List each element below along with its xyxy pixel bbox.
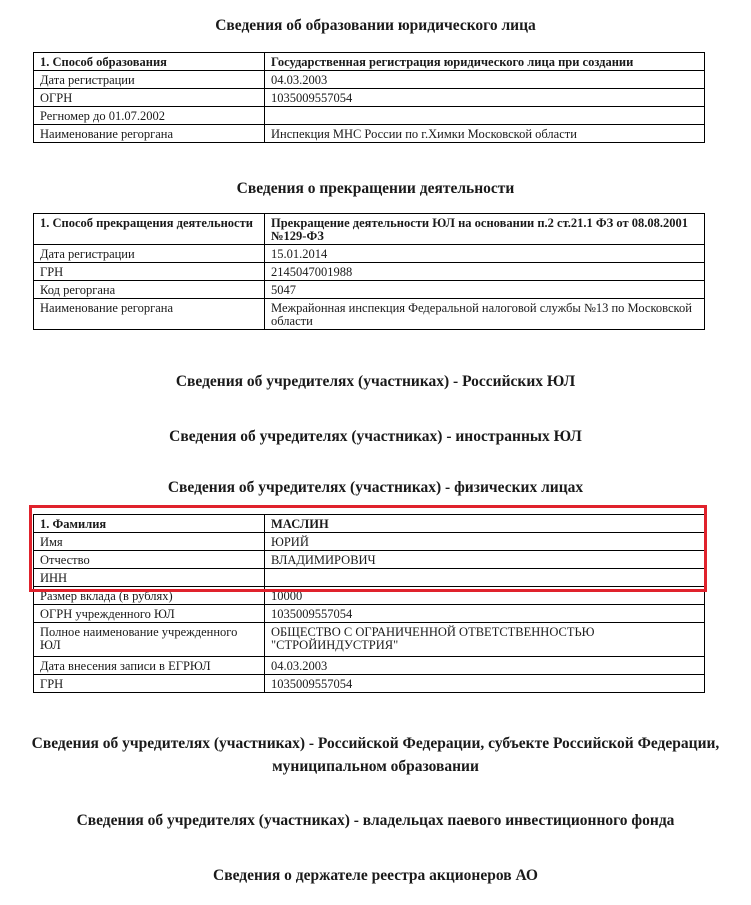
table-row — [34, 263, 705, 281]
table-row — [34, 89, 705, 107]
grn-label: ГРН — [34, 263, 265, 281]
founded-ogrn-label: ОГРН учрежденного ЮЛ — [34, 605, 265, 623]
termination-method-label: 1. Способ прекращения деятельности — [34, 214, 265, 245]
founded-fullname-value: ОБЩЕСТВО С ОГРАНИЧЕННОЙ ОТВЕТСТВЕННОСТЬЮ "СТРОЙИНДУСТРИЯ" — [265, 623, 705, 657]
table-row — [34, 675, 705, 693]
individuals-table — [33, 514, 705, 693]
termination-regorgan-label: Наименование регоргана — [34, 299, 265, 330]
table-row — [34, 71, 705, 89]
regorgan-code-label: Код регоргана — [34, 281, 265, 299]
termination-regorgan-value: Межрайонная инспекция Федеральной налоговой службы №13 по Московской области — [265, 299, 705, 330]
surname-label: 1. Фамилия — [34, 515, 265, 533]
founders-russian-title: Сведения об учредителях (участниках) - Российских ЮЛ — [175, 373, 576, 390]
education-method-value: Государственная регистрация юридического лица при создании — [265, 53, 705, 71]
registration-date-value: 04.03.2003 — [265, 71, 705, 89]
regorgan-code-value: 5047 — [265, 281, 705, 299]
regorgan-name-label: Наименование регоргана — [34, 125, 265, 143]
patronymic-value: ВЛАДИМИРОВИЧ — [265, 551, 705, 569]
ogrn-value: 1035009557054 — [265, 89, 705, 107]
first-name-value: ЮРИЙ — [265, 533, 705, 551]
grn-value: 2145047001988 — [265, 263, 705, 281]
education-section-title: Сведения об образовании юридического лица — [215, 17, 536, 34]
record-date-label: Дата внесения записи в ЕГРЮЛ — [34, 657, 265, 675]
patronymic-label: Отчество — [34, 551, 265, 569]
table-row — [34, 623, 705, 657]
table-row — [34, 53, 705, 71]
founders-foreign-title: Сведения об учредителях (участниках) - иностранных ЮЛ — [169, 428, 582, 445]
termination-date-label: Дата регистрации — [34, 245, 265, 263]
termination-section-title: Сведения о прекращении деятельности — [236, 180, 515, 197]
founders-rf-title-line2: муниципальном образовании — [272, 758, 479, 775]
first-name-label: Имя — [34, 533, 265, 551]
table-row — [34, 125, 705, 143]
registration-date-label: Дата регистрации — [34, 71, 265, 89]
founded-ogrn-value: 1035009557054 — [265, 605, 705, 623]
founders-fund-title: Сведения об учредителях (участниках) - владельцах паевого инвестиционного фонда — [76, 812, 675, 829]
inn-label: ИНН — [34, 569, 265, 587]
founded-fullname-label: Полное наименование учрежденного ЮЛ — [34, 623, 265, 657]
table-row — [34, 515, 705, 533]
table-row — [34, 214, 705, 245]
founders-individuals-title: Сведения об учредителях (участниках) - физических лицах — [167, 479, 584, 496]
table-row — [34, 551, 705, 569]
founders-rf-title-line1: Сведения об учредителях (участниках) - Российской Федерации, субъекте Российской Федерации, — [31, 735, 720, 752]
record-grn-label: ГРН — [34, 675, 265, 693]
record-grn-value: 1035009557054 — [265, 675, 705, 693]
education-table — [33, 52, 705, 143]
old-regnumber-value — [265, 107, 705, 125]
old-regnumber-label: Регномер до 01.07.2002 — [34, 107, 265, 125]
termination-table — [33, 213, 705, 330]
table-row — [34, 299, 705, 330]
contribution-value: 10000 — [265, 587, 705, 605]
registry-holder-title: Сведения о держателе реестра акционеров АО — [213, 867, 538, 884]
table-row — [34, 657, 705, 675]
table-row — [34, 281, 705, 299]
termination-method-value: Прекращение деятельности ЮЛ на основании п.2 ст.21.1 ФЗ от 08.08.2001 №129-ФЗ — [265, 214, 705, 245]
ogrn-label: ОГРН — [34, 89, 265, 107]
record-date-value: 04.03.2003 — [265, 657, 705, 675]
inn-value — [265, 569, 705, 587]
contribution-label: Размер вклада (в рублях) — [34, 587, 265, 605]
table-row — [34, 587, 705, 605]
surname-value: МАСЛИН — [265, 515, 705, 533]
termination-date-value: 15.01.2014 — [265, 245, 705, 263]
regorgan-name-value: Инспекция МНС России по г.Химки Московской области — [265, 125, 705, 143]
table-row — [34, 533, 705, 551]
table-row — [34, 569, 705, 587]
table-row — [34, 605, 705, 623]
table-row — [34, 245, 705, 263]
education-method-label: 1. Способ образования — [34, 53, 265, 71]
table-row — [34, 107, 705, 125]
